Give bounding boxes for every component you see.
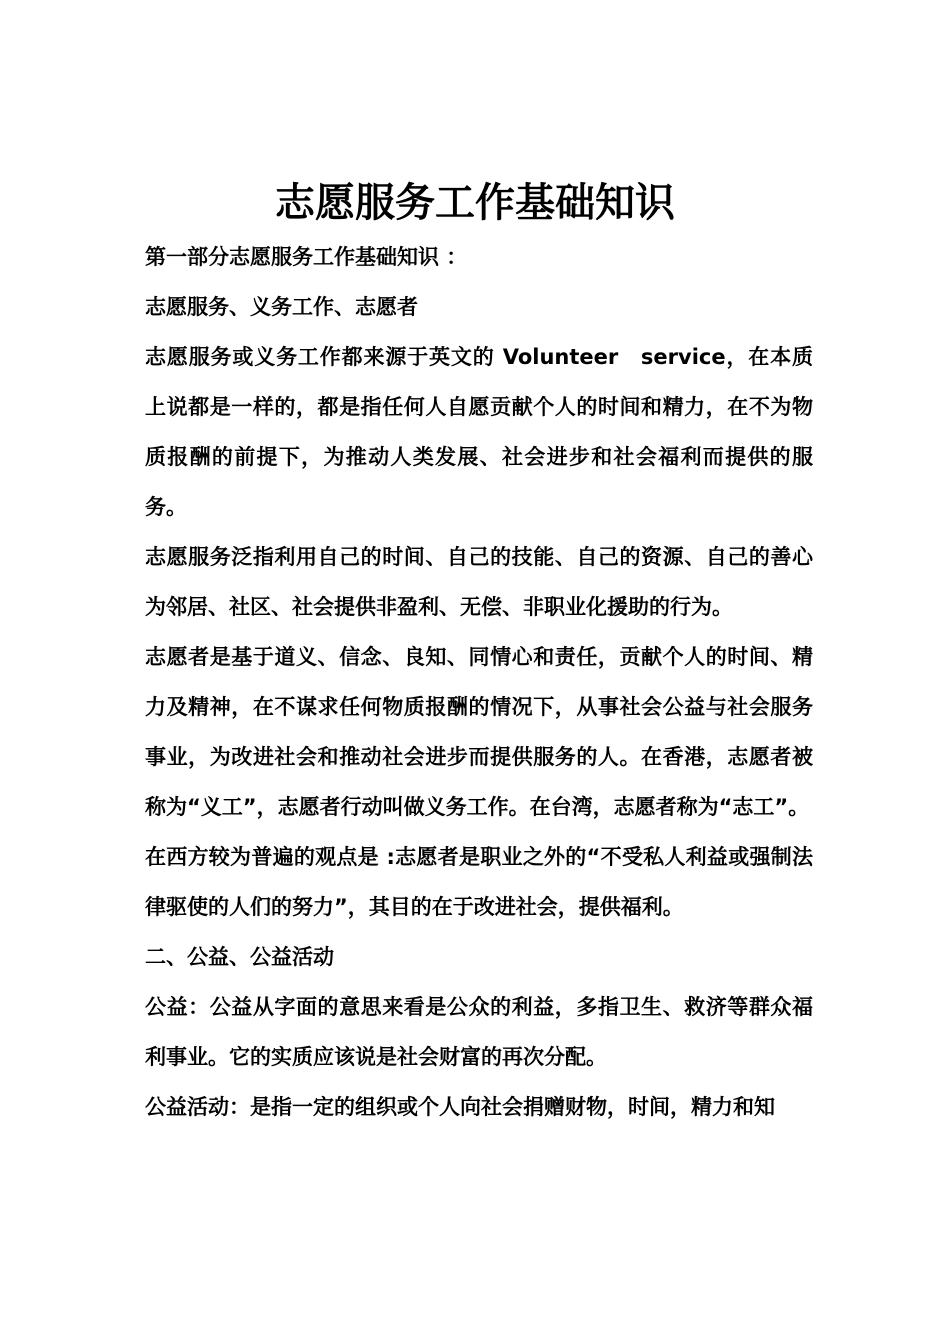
paragraph-public-welfare-activity: 公益活动：是指一定的组织或个人向社会捐赠财物，时间，精力和知 [145, 1095, 775, 1119]
paragraph-western-view: 在西方较为普遍的观点是 :志愿者是职业之外的“不受私人利益或强制法律驱使的人们的努力”，其目的在于改进社会，提供福利。 [145, 845, 813, 919]
document-body [145, 232, 813, 1132]
paragraph-volunteer-origin: 志愿服务或义务工作都来源于英文的 Volunteer service，在本质上说都是一样的，都是指任何人自愿贡献个人的时间和精力，在不为物质报酬的前提下，为推动人类发展、社会进步和社会福利而提供的服务。 [145, 345, 813, 519]
section-heading-part-one: 第一部分志愿服务工作基础知识 ： [145, 245, 468, 269]
paragraph-public-welfare-definition: 公益：公益从字面的意思来看是公众的利益，多指卫生、救济等群众福利事业。它的实质应该说是社会财富的再次分配。 [145, 995, 813, 1069]
paragraph-volunteer-definition: 志愿者是基于道义、信念、良知、同情心和责任，贡献个人的时间、精力及精神，在不谋求任何物质报酬的情况下，从事社会公益与社会服务事业，为改进社会和推动社会进步而提供服务的人。在香港，志愿者被称为“义工”，志愿者行动叫做义务工作。在台湾，志愿者称为“志工”。 [145, 645, 813, 819]
section-heading-public-welfare: 二、公益、公益活动 [145, 945, 334, 969]
section-heading-volunteer-service: 志愿服务、义务工作、志愿者 [145, 295, 418, 319]
document-title: 志愿服务工作基础知识 [275, 179, 675, 226]
paragraph-volunteer-service-definition: 志愿服务泛指利用自己的时间、自己的技能、自己的资源、自己的善心为邻居、社区、社会提供非盈利、无偿、非职业化援助的行为。 [145, 545, 813, 619]
